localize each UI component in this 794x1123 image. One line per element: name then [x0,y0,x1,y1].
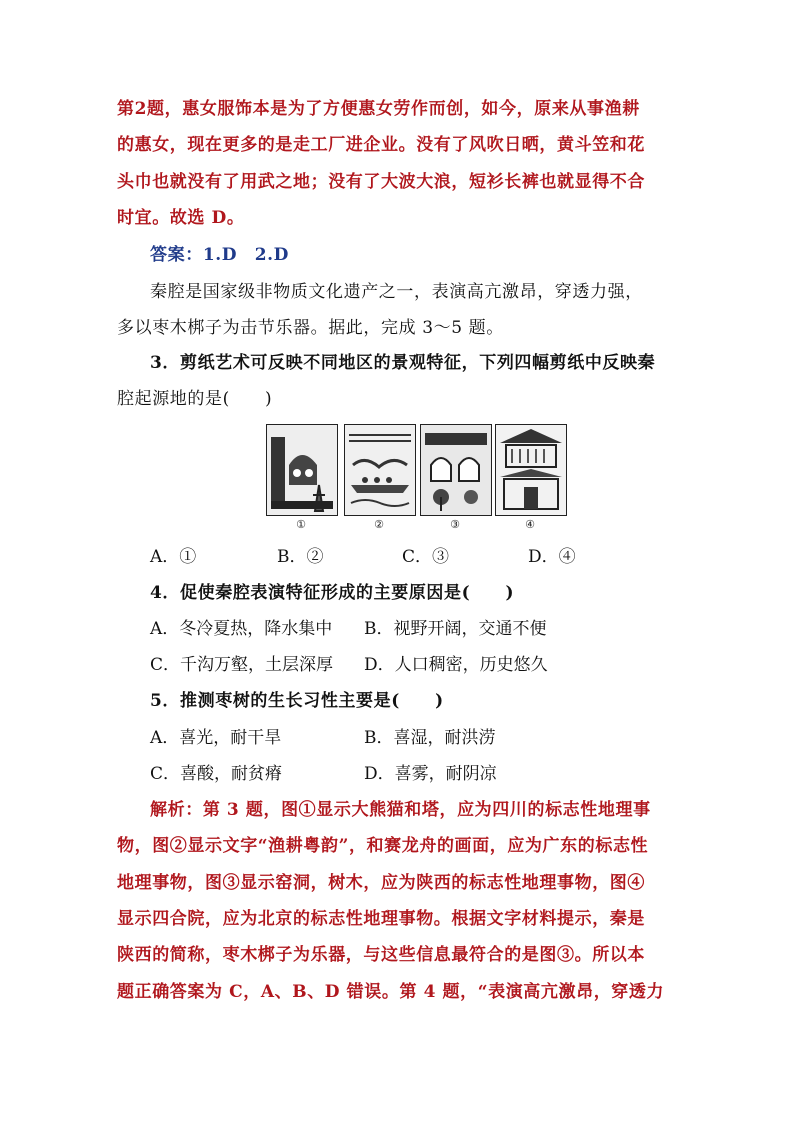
figure-caption: ③ [450,518,460,531]
answer-label: 答案： [150,245,203,265]
analysis-line: 物，图②显示文字“渔耕粤韵”，和赛龙舟的画面，应为广东的标志性 [117,836,649,856]
figure-caption: ④ [525,518,535,531]
q4-option-d: D．人口稠密，历史悠久 [364,655,548,675]
answer-text: 1.D 2.D [202,245,289,265]
cave-dwelling-papercut-icon [420,424,492,516]
analysis-line: 头巾也就没有了用武之地；没有了大波大浪，短衫长裤也就显得不合 [117,172,645,192]
analysis-line: 的惠女，现在更多的是走工厂进企业。没有了风吹日晒，黄斗笠和花 [117,135,645,155]
panda-pagoda-papercut-icon [266,424,338,516]
question-4-stem: 4．促使秦腔表演特征形成的主要原因是( ) [150,583,515,603]
question-3-stem-cont: 腔起源地的是( ) [117,389,273,409]
q5-option-b: B．喜湿，耐洪涝 [364,728,496,748]
figure-caption: ② [374,518,384,531]
q5-option-d: D．喜雾，耐阴凉 [364,764,497,784]
intro-line: 多以枣木梆子为击节乐器。据此，完成 3～5 题。 [117,318,504,338]
courtyard-house-papercut-icon [495,424,567,516]
analysis-line: 陕西的简称，枣木梆子为乐器，与这些信息最符合的是图③。所以本 [117,945,645,965]
analysis-line [150,799,690,821]
analysis-line: 时宜。故选 D。 [117,208,245,228]
analysis-line: 第2题，惠女服饰本是为了方便惠女劳作而创，如今，原来从事渔耕 [117,99,640,119]
figure-caption: ① [296,518,306,531]
analysis-text: 第 3 题，图①显示大熊猫和塔，应为四川的标志性地理事 [202,800,651,820]
q3-option-c: C．③ [402,547,450,567]
q5-option-a: A．喜光，耐干旱 [150,728,282,748]
answer-line [150,244,690,266]
q3-option-d: D．④ [528,547,576,567]
q4-option-c: C．千沟万壑，土层深厚 [150,655,334,675]
question-3-stem: 3．剪纸艺术可反映不同地区的景观特征，下列四幅剪纸中反映秦 [150,353,656,373]
q3-option-b: B．② [277,547,324,567]
analysis-line: 地理事物，图③显示窑洞，树木，应为陕西的标志性地理事物，图④ [117,873,645,893]
q3-option-a: A．① [150,547,197,567]
question-5-stem: 5．推测枣树的生长习性主要是( ) [150,691,444,711]
q5-option-c: C．喜酸，耐贫瘠 [150,764,283,784]
q4-option-b: B．视野开阔，交通不便 [364,619,547,639]
q4-option-a: A．冬冷夏热，降水集中 [150,619,333,639]
papercut-figures [266,424,566,534]
analysis-line: 题正确答案为 C，A、B、D 错误。第 4 题，“表演高亢激昂，穿透力 [117,982,665,1002]
intro-line: 秦腔是国家级非物质文化遗产之一，表演高亢激昂，穿透力强， [150,282,643,302]
analysis-line: 显示四合院，应为北京的标志性地理事物。根据文字材料提示，秦是 [117,909,645,929]
analysis-label: 解析： [150,800,203,820]
dragon-boat-papercut-icon [344,424,416,516]
